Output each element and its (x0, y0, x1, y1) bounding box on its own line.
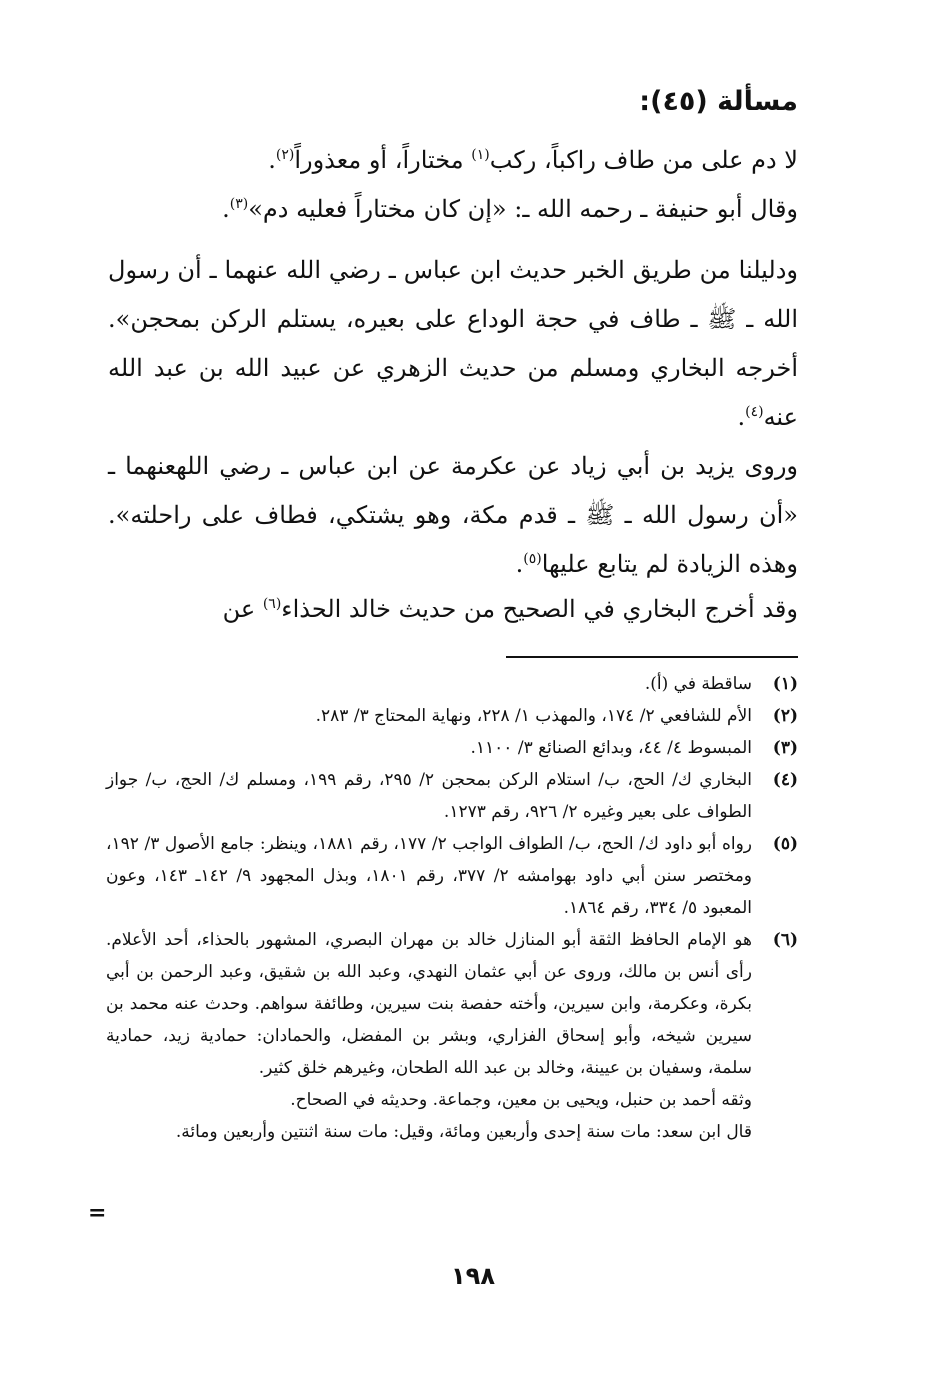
footnote-text: المبسوط ٤/ ٤٤، وبدائع الصنائع ٣/ ١١٠٠. (470, 738, 752, 758)
footnote-text: ساقطة في (أ). (644, 674, 752, 694)
footnote-number: (٣) (772, 738, 798, 758)
issue-heading: مسألة (٤٥): (639, 86, 798, 117)
footnote-ref-1[interactable]: (١) (471, 147, 490, 163)
page-number: ١٩٨ (451, 1262, 495, 1290)
footnote-item (106, 700, 798, 732)
footnote-item (106, 828, 798, 924)
paragraph-1-line-2 (108, 185, 798, 234)
footnote-item (106, 732, 798, 764)
text-run: . (268, 146, 276, 174)
footnote-ref-3[interactable]: (٣) (229, 196, 249, 212)
paragraph-3 (108, 442, 798, 589)
paragraph-4 (108, 585, 798, 634)
text-run: ودليلنا من طريق الخبر حديث ابن عباس ـ رضي الله عنهما ـ أن رسول الله ـ ﷺ ـ طاف في حجة الوداع على بعيره، يستلم الركن بمحجن». أخرجه البخاري ومسلم من حديث الزهري عن عبيد الله بن عبد الله عنه (108, 256, 798, 431)
footnote-text-continued: قال ابن سعد: مات سنة إحدى وأربعين ومائة، وقيل: مات سنة اثنتين وأربعين ومائة. (175, 1122, 752, 1142)
footnote-ref-6[interactable]: (٦) (262, 596, 282, 612)
text-run: . (515, 550, 524, 578)
paragraph-3-text (108, 442, 798, 589)
footnote-text-continued: وثقه أحمد بن حنبل، ويحيى بن معين، وجماعة. وحديثه في الصحاح. (290, 1090, 752, 1110)
text-run: . (737, 403, 746, 431)
paragraph-1 (108, 136, 798, 234)
footnote-text: البخاري ك/ الحج، ب/ استلام الركن بمحجن ٢/ ٢٩٥، رقم ١٩٩، ومسلم ك/ الحج، ب/ جواز الطواف على بعير وغيره ٢/ ٩٢٦، رقم ١٢٧٣. (106, 770, 752, 822)
text-run: مختاراً، أو معذوراً (294, 146, 472, 174)
text-run: وقال أبو حنيفة ـ رحمه الله ـ: «إن كان مختاراً فعليه دم» (248, 195, 798, 223)
paragraph-4-text (108, 585, 798, 634)
footnote-separator (506, 656, 798, 658)
footnote-item (106, 924, 798, 1148)
paragraph-2-text (108, 246, 798, 442)
footnote-number: (٥) (772, 834, 798, 854)
footnote-ref-5[interactable]: (٥) (523, 551, 542, 567)
footnote-item (106, 668, 798, 700)
footnote-number: (٢) (772, 706, 798, 726)
footnote-text-block (106, 924, 752, 1148)
footnotes-list (106, 668, 798, 1148)
footnote-number: (٦) (772, 930, 798, 950)
footnote-text: هو الإمام الحافظ الثقة أبو المنازل خالد بن مهران البصري، المشهور بالحذاء، أحد الأعلام. رأى أنس بن مالك، وروى عن أبي عثمان النهدي، وعبد الله بن شقيق، وعبد الرحمن بن أبي بكرة، وعكرمة، وابن سيرين، وأخته حفصة بنت سيرين، وطائفة سواهم. وحدث عنه محمد بن سيرين شيخه، وأبو إسحاق الفزاري، وبشر بن المفضل، والحمادان: حمادية زيد، حمادية سلمة، وسفيان بن عيينة، وخالد بن عبد الله الطحان، وغيرهم خلق كثير. (106, 930, 752, 1078)
footnote-text: الأم للشافعي ٢/ ١٧٤، والمهذب ١/ ٢٢٨، ونهاية المحتاج ٣/ ٢٨٣. (315, 706, 752, 726)
footnote-item (106, 764, 798, 828)
continuation-mark: = (88, 1200, 107, 1226)
paragraph-1-line-1 (108, 136, 798, 185)
text-run: عن (222, 595, 263, 623)
footnote-number: (٤) (772, 770, 798, 790)
text-run: . (222, 195, 230, 223)
paragraph-2 (108, 246, 798, 442)
footnote-ref-2[interactable]: (٢) (275, 147, 295, 163)
text-run: وروى يزيد بن أبي زياد عن عكرمة عن ابن عباس ـ رضي اللهعنهما ـ «أن رسول الله ـ ﷺ ـ قدم مكة، وهو يشتكي، فطاف على راحلته». وهذه الزيادة لم يتابع عليها (108, 452, 798, 578)
text-run: وقد أخرج البخاري في الصحيح من حديث خالد الحذاء (281, 595, 798, 623)
footnote-ref-4[interactable]: (٤) (745, 404, 764, 420)
text-run: لا دم على من طاف راكباً، ركب (489, 146, 798, 174)
footnote-text: رواه أبو داود ك/ الحج، ب/ الطواف الواجب ٢/ ١٧٧، رقم ١٨٨١، وينظر: جامع الأصول ٣/ ١٩٢، ومختصر سنن أبي داود بهوامشه ٢/ ٣٧٧، رقم ١٨٠١، وبذل المجهود ٩/ ١٤٢ـ ١٤٣، وعون المعبود ٥/ ٣٣٤، رقم ١٨٦٤. (106, 834, 753, 918)
footnote-number: (١) (772, 674, 798, 694)
